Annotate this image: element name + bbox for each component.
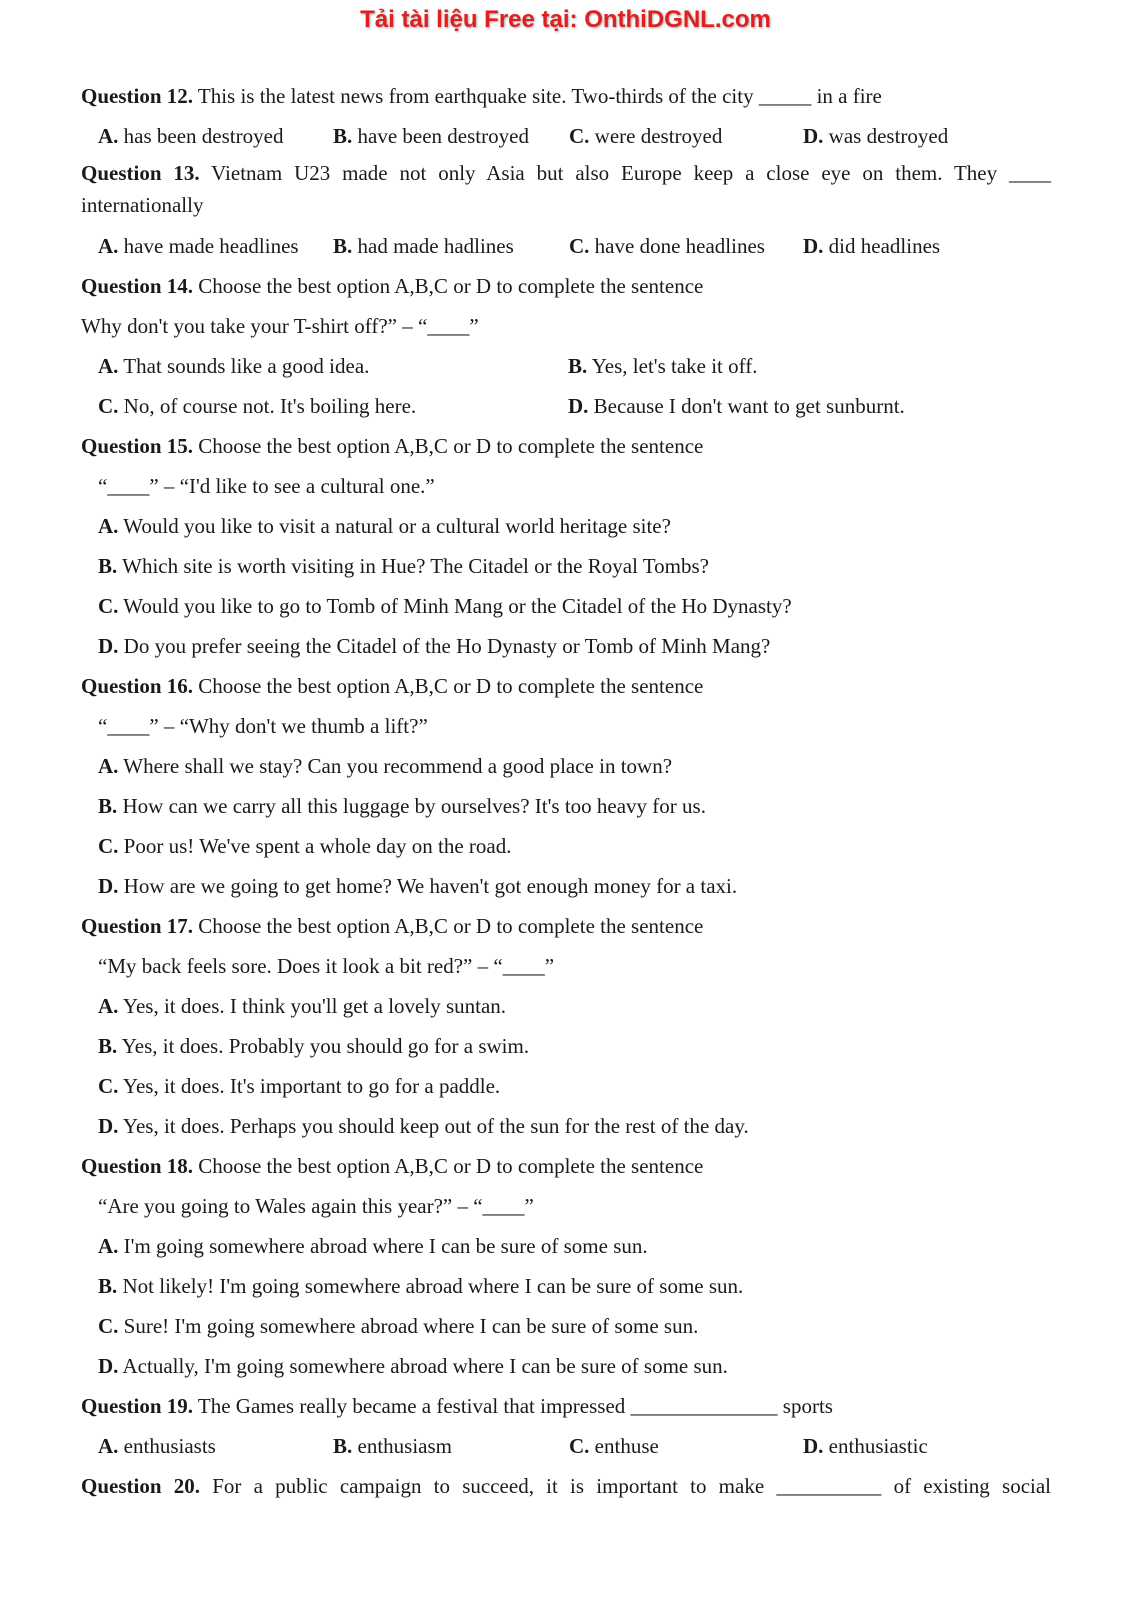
question-19-options bbox=[81, 1426, 1051, 1466]
question-20-text: For a public campaign to succeed, it is important to make __________ of existing social bbox=[199, 1474, 1052, 1498]
option-d: D. enthusiastic bbox=[803, 1434, 928, 1458]
question-16-label: Question 16. bbox=[81, 674, 194, 698]
option-a: A. has been destroyed bbox=[98, 124, 284, 148]
question-18-prompt: “Are you going to Wales again this year?” – “____” bbox=[98, 1194, 534, 1218]
option-b: B. Which site is worth visiting in Hue? The Citadel or the Royal Tombs? bbox=[98, 554, 709, 578]
option-c: C. have done headlines bbox=[569, 234, 765, 258]
question-18-label: Question 18. bbox=[81, 1154, 194, 1178]
option-d: D. was destroyed bbox=[803, 124, 949, 148]
question-15-label: Question 15. bbox=[81, 434, 194, 458]
option-c: C. Would you like to go to Tomb of Minh Mang or the Citadel of the Ho Dynasty? bbox=[98, 594, 792, 618]
option-c: C. Poor us! We've spent a whole day on the road. bbox=[98, 834, 512, 858]
question-18 bbox=[81, 1146, 1051, 1186]
question-16-text: Choose the best option A,B,C or D to complete the sentence bbox=[193, 674, 704, 698]
question-14-text: Choose the best option A,B,C or D to complete the sentence bbox=[193, 274, 704, 298]
question-18-text: Choose the best option A,B,C or D to complete the sentence bbox=[193, 1154, 704, 1178]
question-17-label: Question 17. bbox=[81, 914, 194, 938]
question-12-options bbox=[81, 116, 1051, 156]
question-12-text: This is the latest news from earthquake site. Two-thirds of the city _____ in a fire bbox=[193, 84, 882, 108]
question-17-text: Choose the best option A,B,C or D to complete the sentence bbox=[193, 914, 704, 938]
question-13-text: Vietnam U23 made not only Asia but also Europe keep a close eye on them. They ____ bbox=[199, 161, 1051, 185]
question-14-prompt: Why don't you take your T-shirt off?” – “____” bbox=[81, 314, 479, 338]
option-a: A. enthusiasts bbox=[98, 1434, 216, 1458]
option-b: B. Yes, let's take it off. bbox=[568, 354, 758, 378]
question-12 bbox=[81, 76, 1051, 116]
question-17 bbox=[81, 906, 1051, 946]
option-b: B. How can we carry all this luggage by ourselves? It's too heavy for us. bbox=[98, 794, 706, 818]
question-17-prompt: “My back feels sore. Does it look a bit red?” – “____” bbox=[98, 954, 555, 978]
option-b: B. Not likely! I'm going somewhere abroad where I can be sure of some sun. bbox=[98, 1274, 744, 1298]
site-banner: Tải tài liệu Free tại: OnthiDGNL.com bbox=[360, 6, 771, 33]
question-13-options bbox=[81, 226, 1051, 266]
question-14 bbox=[81, 266, 1051, 306]
option-b: B. have been destroyed bbox=[333, 124, 529, 148]
option-c: C. No, of course not. It's boiling here. bbox=[98, 394, 417, 418]
option-c: C. Sure! I'm going somewhere abroad where I can be sure of some sun. bbox=[98, 1314, 699, 1338]
option-d: D. Yes, it does. Perhaps you should keep out of the sun for the rest of the day. bbox=[98, 1114, 749, 1138]
option-a: A. have made headlines bbox=[98, 234, 299, 258]
option-c: C. were destroyed bbox=[569, 124, 723, 148]
option-a: A. Yes, it does. I think you'll get a lovely suntan. bbox=[98, 994, 507, 1018]
option-d: D. Because I don't want to get sunburnt. bbox=[568, 394, 905, 418]
option-a: A. Where shall we stay? Can you recommend a good place in town? bbox=[98, 754, 673, 778]
question-list bbox=[81, 76, 1051, 1506]
option-d: D. Do you prefer seeing the Citadel of the Ho Dynasty or Tomb of Minh Mang? bbox=[98, 634, 771, 658]
question-19-label: Question 19. bbox=[81, 1394, 194, 1418]
question-16-prompt: “____” – “Why don't we thumb a lift?” bbox=[98, 714, 428, 738]
option-d: D. How are we going to get home? We haven't got enough money for a taxi. bbox=[98, 874, 738, 898]
option-a: A. That sounds like a good idea. bbox=[98, 354, 370, 378]
option-b: B. had made hadlines bbox=[333, 234, 514, 258]
question-15-prompt: “____” – “I'd like to see a cultural one.” bbox=[98, 474, 435, 498]
option-c: C. Yes, it does. It's important to go for a paddle. bbox=[98, 1074, 501, 1098]
question-14-options-cd bbox=[81, 386, 1051, 426]
option-b: B. enthusiasm bbox=[333, 1434, 453, 1458]
question-16 bbox=[81, 666, 1051, 706]
question-19 bbox=[81, 1386, 1051, 1426]
question-19-text: The Games really became a festival that impressed ______________ sports bbox=[193, 1394, 833, 1418]
question-13-continued: internationally bbox=[81, 193, 204, 217]
question-13 bbox=[81, 156, 1051, 190]
question-12-label: Question 12. bbox=[81, 84, 194, 108]
question-14-label: Question 14. bbox=[81, 274, 194, 298]
question-13-label: Question 13. bbox=[81, 161, 200, 185]
question-15-text: Choose the best option A,B,C or D to complete the sentence bbox=[193, 434, 704, 458]
question-20-label: Question 20. bbox=[81, 1474, 200, 1498]
option-a: A. Would you like to visit a natural or a cultural world heritage site? bbox=[98, 514, 671, 538]
question-15 bbox=[81, 426, 1051, 466]
option-d: D. Actually, I'm going somewhere abroad where I can be sure of some sun. bbox=[98, 1354, 728, 1378]
option-a: A. I'm going somewhere abroad where I can be sure of some sun. bbox=[98, 1234, 648, 1258]
question-14-options-ab bbox=[81, 346, 1051, 386]
option-c: C. enthuse bbox=[569, 1434, 659, 1458]
option-d: D. did headlines bbox=[803, 234, 941, 258]
question-20 bbox=[81, 1466, 1051, 1506]
option-b: B. Yes, it does. Probably you should go for a swim. bbox=[98, 1034, 530, 1058]
